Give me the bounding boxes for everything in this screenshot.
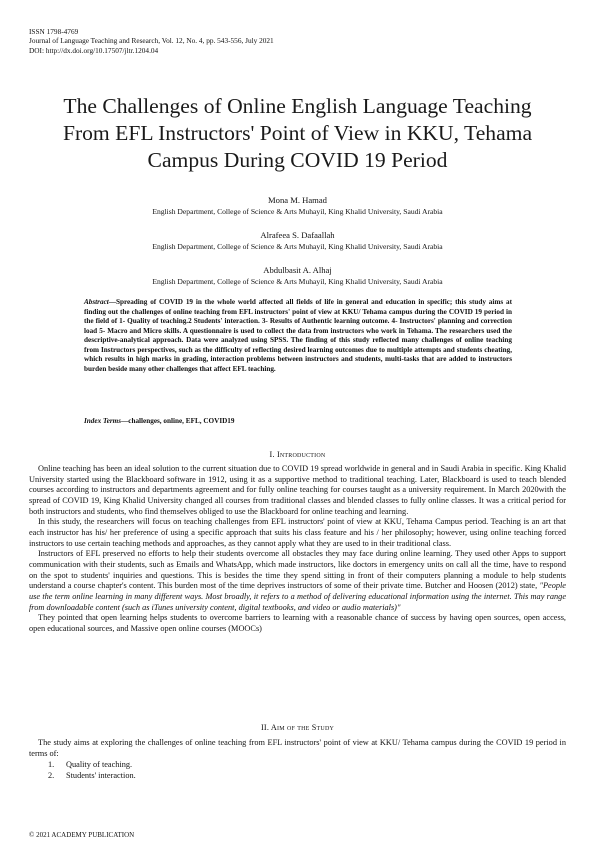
journal-citation: Journal of Language Teaching and Research, Vol. 12, No. 4, pp. 543-556, July 2021 [29, 36, 274, 46]
introduction-body [29, 464, 566, 635]
author-name: Mona M. Hamad [268, 195, 327, 205]
aim-body [29, 738, 566, 759]
author-name: Abdulbasit A. Alhaj [263, 265, 332, 275]
journal-header [29, 27, 274, 55]
author-block-1 [29, 195, 566, 217]
intro-paragraph-2: In this study, the researchers will focus on teaching challenges from EFL instructors' point of view at KKU, Tehama Campus period. Teaching is an art that each instructor has his/ her preference of using a specific approach that suits his class feature and his / her philosophy; however, using online teaching forced instructors to use certain teaching methods and approaches, as they cannot apply what they are used to in their traditional class. [29, 517, 566, 548]
author-name: Alrafeea S. Dafaallah [260, 230, 335, 240]
list-number: 1. [48, 760, 55, 769]
author-affiliation: English Department, College of Science & Arts Muhayil, King Khalid University, Saudi Arabia [152, 207, 443, 216]
intro-paragraph-1: Online teaching has been an ideal solution to the current situation due to COVID 19 spread worldwide in general and in Saudi Arabia in specific. King Khalid University started using the Blackboard software in 1912, using it as a supportive method to traditional teaching. Later, Blackboard is used to teach blended courses according to instructors and departments agreement and for fully online teaching for courses taught as a university requirement. In March 2020with the spread of COVID 19, King Khalid University changed all courses from traditional classes and blended classes to fully online classes. It was a critical period for both instructors and students, who find themselves obliged to use the Blackboard for online teaching and learning. [29, 464, 566, 516]
abstract [84, 298, 512, 374]
abstract-text: —Spreading of COVID 19 in the whole world affected all fields of life in general and education in specific; this study aims at finding out the challenges of online teaching from EFL instructors' point of view at KKU/ Tehama campus during the COVID 19 period in the field of 1- Quality of teaching.2 Students' interaction. 3- Results of Authentic learning outcome. 4- Instructors' planning and correction load 5- Macro and Micro skills. A questionnaire is used to collect the data from instructors who work in Tehama. The researchers used the descriptive-analytical approach. Data were analyzed using SPSS. The finding of this study reflected many challenges of online teaching from Instructors perspectives, such as the difficulty of reflecting desired learning outcomes due to multiple attempts and students cheating, which results in high marks in grading, interaction problems between instructors and students, multi-tasks that are added to instructors burden beside many other challenges that affect EFL teaching. [84, 298, 512, 373]
list-text: Quality of teaching. [66, 760, 133, 769]
quote: "People use the term online learning in many different ways. Most broadly, it refers to a method of delivering educational information using the internet. This may range from downloadable content (such as iTunes university content, digital textbooks, and video or audio materials)" [29, 581, 566, 612]
author-block-2 [29, 230, 566, 252]
paper-title: The Challenges of Online English Language Teaching From EFL Instructors' Point of View in KKU, Tehama Campus During COVID 19 Period [62, 94, 533, 173]
list-item [48, 771, 136, 782]
aim-paragraph: The study aims at exploring the challenges of online teaching from EFL instructors' point of view at KKU/ Tehama campus during the COVID 19 period in terms of: [29, 738, 566, 758]
section-heading-introduction: I. Introduction [269, 450, 326, 459]
index-terms-label: Index Terms [84, 417, 122, 425]
list-text: Students' interaction. [66, 770, 136, 780]
list-item [48, 760, 136, 771]
author-block-3 [29, 265, 566, 287]
intro-paragraph-4: They pointed that open learning helps students to overcome barriers to learning with a reasonable chance of success by having open sources, open access, open educational sources, and Massive open online courses (MOOCs) [29, 613, 566, 633]
section-heading-aim: II. Aim of the Study [260, 723, 335, 732]
list-number: 2. [48, 770, 55, 780]
index-terms [84, 417, 512, 427]
doi: DOI: http://dx.doi.org/10.17507/jltr.1204.04 [29, 45, 159, 55]
issn: ISSN 1798-4769 [29, 27, 79, 36]
aim-list [48, 760, 136, 781]
intro-paragraph-3-text: Instructors of EFL preserved no efforts to help their students overcome all obstacles they may face during online learning. They used other Apps to support communication with their students, such as Emails and WhatsApp, which made instructors, like doctors in emergency units on call all the time, have to respond on the spot to students' inquiries and questions. This is besides the time they spend sitting in front of their computers planning a module to help students understand a course chapter's content. This burden most of the time deprives instructors of some of their private time. Butcher and Hoosen (2012) state, [29, 549, 566, 591]
author-affiliation: English Department, College of Science & Arts Muhayil, King Khalid University, Saudi Arabia [152, 277, 443, 286]
author-affiliation: English Department, College of Science & Arts Muhayil, King Khalid University, Saudi Arabia [152, 242, 443, 251]
abstract-label: Abstract [84, 298, 109, 306]
index-terms-text: —challenges, online, EFL, COVID19 [121, 417, 235, 425]
intro-paragraph-3 [29, 549, 566, 613]
copyright-footer: © 2021 ACADEMY PUBLICATION [29, 831, 135, 839]
